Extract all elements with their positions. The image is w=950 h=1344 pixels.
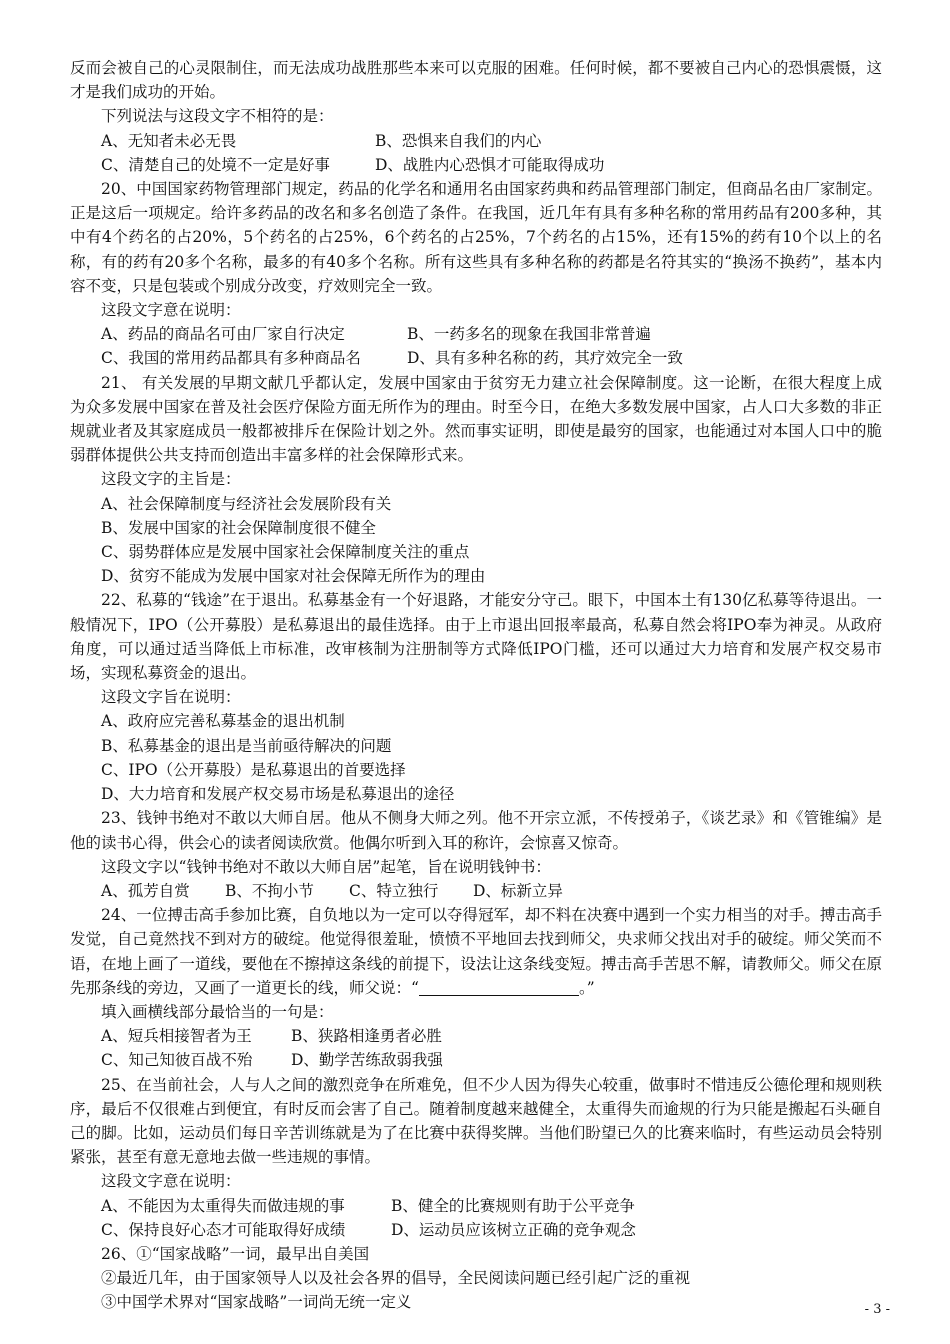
q21-option-d: D、贫穷不能成为发展中国家对社会保障无所作为的理由 — [101, 567, 486, 586]
intro-options-row-1 — [70, 129, 882, 153]
option-b: B、狭路相逢勇者必胜 — [291, 1027, 442, 1046]
option-a: A、不能因为太重得失而做违规的事 — [101, 1196, 345, 1215]
q21-passage: 21、 有关发展的早期文献几乎都认定，发展中国家由于贫穷无力建立社会保障制度。这一论断，在很大程度上成为众多发展中国家在普及社会医疗保险方面无所作为的理由。时至今日，在绝大多数发展中国家，占人口大多数的非正规就业者及其家庭成员一般都被排斥在保险计划之外。然而事实证明，即使是最穷的国家，也能通过对本国人口中的脆弱群体提供公共支持而创造出丰富多样的社会保障形式来。 — [70, 373, 882, 465]
option-b: B、一药多名的现象在我国非常普遍 — [407, 325, 651, 344]
q22-question: 这段文字旨在说明： — [101, 688, 241, 707]
option-c: C、保持良好心态才可能取得好成绩 — [101, 1220, 346, 1239]
q20-passage: 20、中国国家药物管理部门规定，药品的化学名和通用名由国家药典和药品管理部门制定，但商品名由厂家制定。正是这后一项规定。给许多药品的改名和多名创造了条件。在我国，近几年有具有多种名称的常用药品有200多种，其中有4个药名的占20%，5个药名的占25%，6个药名的占25%，7个药名的占15%，还有15%的药有10个以上的名称，有的药有20多个名称，最多的有40多个名称。所有这些具有多种名称的药都是名符其实的“换汤不换药”，基本内容不变，只是包装或个别成分改变，疗效则完全一致。 — [70, 180, 882, 295]
option-a: A、孤芳自赏 — [101, 881, 190, 900]
q20-options-row-1 — [70, 322, 882, 346]
q25-question: 这段文字意在说明： — [101, 1172, 241, 1191]
option-c: C、特立独行 — [349, 881, 439, 900]
option-c: C、清楚自己的处境不一定是好事 — [101, 155, 330, 174]
q22-option-c: C、IPO（公开募股）是私募退出的首要选择 — [101, 760, 406, 779]
q23-passage: 23、钱钟书绝对不敢以大师自居。他从不侧身大师之列。他不开宗立派，不传授弟子，《谈艺录》和《管锥编》是他的读书心得，供会心的读者阅读欣赏。他偶尔听到入耳的称许，会惊喜又惊奇。 — [70, 809, 882, 852]
q24-passage-end: 。” — [578, 978, 595, 997]
q22-option-b: B、私募基金的退出是当前亟待解决的问题 — [101, 736, 392, 755]
option-a: A、无知者未必无畏 — [101, 131, 237, 150]
q21-question: 这段文字的主旨是： — [101, 470, 241, 489]
answer-blank — [419, 979, 579, 996]
q20-question: 这段文字意在说明： — [101, 301, 241, 320]
intro-continuation: 反而会被自己的心灵限制住，而无法成功战胜那些本来可以克服的困难。任何时候，都不要被自己内心的恐惧震慑，这才是我们成功的开始。 — [70, 59, 882, 102]
option-b: B、健全的比赛规则有助于公平竞争 — [391, 1196, 635, 1215]
q21-option-a: A、社会保障制度与经济社会发展阶段有关 — [101, 494, 392, 513]
q22-passage: 22、私募的“钱途”在于退出。私募基金有一个好退路，才能安分守己。眼下，中国本土有130亿私募等待退出。一般情况下，IPO（公开募股）是私募退出的最佳选择。由于上市退出回报率最高，私募自然会将IPO奉为神灵。从政府角度，可以通过适当降低上市标准，改审核制为注册制等方式降低IPO门槛，还可以通过大力培育和发展产权交易市场，实现私募资金的退出。 — [70, 591, 882, 683]
page-number: - 3 - — [864, 1302, 890, 1317]
option-b: B、不拘小节 — [225, 881, 314, 900]
intro-options-row-2 — [70, 153, 882, 177]
option-d: D、运动员应该树立正确的竞争观念 — [391, 1220, 636, 1239]
q23-question: 这段文字以“钱钟书绝对不敢以大师自居”起笔，旨在说明钱钟书： — [101, 857, 551, 876]
q25-options-row-1 — [70, 1194, 882, 1218]
q24-passage — [70, 903, 882, 1000]
page-content — [70, 56, 882, 1315]
q23-options-row — [70, 879, 882, 903]
option-c: C、知己知彼百战不殆 — [101, 1051, 253, 1070]
option-d: D、具有多种名称的药，其疗效完全一致 — [407, 349, 683, 368]
q24-options-row-2 — [70, 1048, 882, 1072]
q26-item-2: ②最近几年，由于国家领导人以及社会各界的倡导，全民阅读问题已经引起广泛的重视 — [101, 1269, 691, 1288]
q21-option-b: B、发展中国家的社会保障制度很不健全 — [101, 518, 376, 537]
q25-passage: 25、在当前社会，人与人之间的激烈竞争在所难免，但不少人因为得失心较重，做事时不惜违反公德伦理和规则秩序，最后不仅很难占到便宜，有时反而会害了自己。随着制度越来越健全，太重得失而逾规的行为只能是搬起石头砸自己的脚。比如，运动员们每日辛苦训练就是为了在比赛中获得奖牌。当他们盼望已久的比赛来临时，有些运动员会特别紧张，甚至有意无意地去做一些违规的事情。 — [70, 1075, 882, 1167]
q26-item-1: 26、①“国家战略”一词，最早出自美国 — [101, 1244, 370, 1263]
q20-options-row-2 — [70, 346, 882, 370]
option-a: A、药品的商品名可由厂家自行决定 — [101, 325, 345, 344]
q25-options-row-2 — [70, 1218, 882, 1242]
option-b: B、恐惧来自我们的内心 — [375, 131, 542, 150]
option-c: C、我国的常用药品都具有多种商品名 — [101, 349, 361, 368]
q24-question: 填入画横线部分最恰当的一句是： — [101, 1002, 334, 1021]
q24-passage-text: 24、一位搏击高手参加比赛，自负地以为一定可以夺得冠军，却不料在决赛中遇到一个实力相当的对手。搏击高手发觉，自己竟然找不到对方的破绽。他觉得很羞耻，愤愤不平地回去找到师父，央求师父找出对手的破绽。师父笑而不语，在地上画了一道线，要他在不擦掉这条线的前提下，设法让这条线变短。搏击高手苦思不解，请教师父。师父在原先那条线的旁边，又画了一道更长的线，师父说：“ — [70, 906, 882, 997]
q24-options-row-1 — [70, 1024, 882, 1048]
intro-question: 下列说法与这段文字不相符的是： — [101, 107, 334, 126]
option-d: D、勤学苦练敌弱我强 — [291, 1051, 443, 1070]
q26-item-3: ③中国学术界对“国家战略”一词尚无统一定义 — [101, 1293, 412, 1312]
q22-option-d: D、大力培育和发展产权交易市场是私募退出的途径 — [101, 785, 455, 804]
option-d: D、标新立异 — [473, 881, 563, 900]
q21-option-c: C、弱势群体应是发展中国家社会保障制度关注的重点 — [101, 543, 470, 562]
option-a: A、短兵相接智者为王 — [101, 1027, 252, 1046]
q22-option-a: A、政府应完善私募基金的退出机制 — [101, 712, 345, 731]
option-d: D、战胜内心恐惧才可能取得成功 — [375, 155, 605, 174]
